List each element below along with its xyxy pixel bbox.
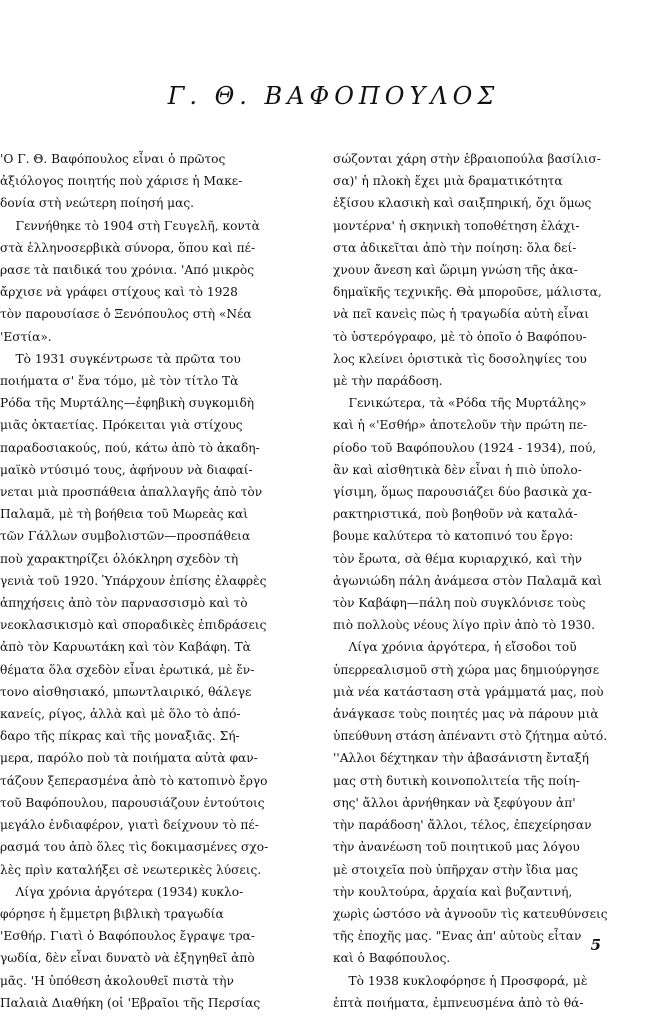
text-column-right: σώζονται χάρη στὴν ἑβραιοπούλα βασίλισ- σα)' ἡ πλοκὴ ἔχει μιὰ δραματικότητα ἐξίσου κλασικὴ καὶ σαιξπηρική, ὄχι ὅμως μοντέρνα' ἡ σκηνικὴ τοποθέτηση ἐλάχι- στα ἀδικεῖται ἀπὸ τὴν ποίηση: ὅλα δεί- χνουν ἄνεση καὶ ὥριμη γνώση τῆς ἀκα- δημαϊκῆς τεχνικῆς. Θὰ μποροῦσε, μάλιστα, νὰ πεῖ κανεὶς πὼς ἡ τραγωδία αὐτὴ εἶναι τὸ ὑστερόγραφο, μὲ τὸ ὁποῖο ὁ Βαφόπου- λος κλείνει ὁριστικὰ τὶς δοσοληψίες του μὲ τὴν παράδοση. Γενικώτερα, τὰ «Ρόδα τῆς Μυρτάλης» καὶ ἡ «'Εσθήρ» ἀποτελοῦν τὴν πρώτη πε- ρίοδο τοῦ Βαφόπουλου (1924 - 1934), πού, ἂν καὶ αἰσθητικὰ δὲν εἶναι ἡ πιὸ ὑπολο- γίσιμη, ὅμως παρουσιάζει δύο βασικὰ χα- ρακτηριστικά, ποὺ βοηθοῦν νὰ καταλά- βουμε καλύτερα τὸ κατοπινό του ἔργο: τὸν ἔρωτα, σὰ θέμα κυριαρχικό, καὶ τὴν ἀγωνιώδη πάλη ἀνάμεσα στὸν Παλαμᾶ καὶ τὸν Καβάφη—πάλη ποὺ συγκλόνισε τοὺς πιὸ πολλοὺς νέους λίγο πρὶν ἀπὸ τὸ 1930. Λίγα χρόνια ἀργότερα, ἡ εἴσοδοι τοῦ ὑπερρεαλισμοῦ στὴ χώρα μας δημιούργησε μιὰ νέα κατάσταση στὰ γράμματά μας, ποὺ ἀνάγκασε τοὺς ποιητές μας νὰ πάρουν μιὰ ὑπεύθυνη στάση ἀπέναντι στὸ ζήτημα αὐτό. ''Αλλοι δέχτηκαν τὴν ἀβασάνιστη ἔνταξή μας στὴ δυτικὴ κοινοπολιτεία τῆς ποίη- σης' ἄλλοι ἀρνήθηκαν νὰ ξεφύγουν ἀπ' τὴν παράδοση' ἄλλοι, τέλος, ἐπεχείρησαν τὴν ἀνανέωση τοῦ ποιητικοῦ μας λόγου μὲ στοιχεῖα ποὺ ὑπῆρχαν στὴν ἴδια μας τὴν κουλτούρα, ἀρχαία καὶ βυζαντινή, χωρὶς ὡστόσο νὰ ἀγνοοῦν τὶς κατευθύνσεις τῆς ἐποχῆς μας. "Ενας ἀπ' αὐτοὺς εἶταν καὶ ὁ Βαφόπουλος. Τὸ 1938 κυκλοφόρησε ἡ Προσφορά, μὲ ἑπτὰ ποιήματα, ἐμπνευσμένα ἀπὸ τὸ θά- [333, 152, 608, 1010]
page-number: 5 [590, 936, 601, 954]
page-title: Γ. Θ. ΒΑΦΟΠΟΥΛΟΣ [167, 82, 500, 110]
text-column-left: 'Ο Γ. Θ. Βαφόπουλος εἶναι ὁ πρῶτος ἀξιόλογος ποιητής ποὺ χάρισε ἡ Μακε- δονία στὴ νεώτερη ποίησή μας. Γεννήθηκε τὸ 1904 στὴ Γευγελῆ, κοντὰ στὰ ἑλληνοσερβικὰ σύνορα, ὅπου καὶ πέ- ρασε τὰ παιδικά του χρόνια. 'Από μικρὸς ἄρχισε νὰ γράφει στίχους καὶ τὸ 1928 τὸν παρουσίασε ὁ Ξενόπουλος στὴ «Νέα 'Εστία». Τὸ 1931 συγκέντρωσε τὰ πρῶτα του ποιήματα σ' ἕνα τόμο, μὲ τὸν τίτλο Τὰ Ρόδα τῆς Μυρτάλης—ἐφηβικὴ συγκομιδὴ μιᾶς ὀκταετίας. Πρόκειται γιὰ στίχους παραδοσιακούς, πού, κάτω ἀπὸ τὸ ἀκαδη- μαϊκὸ ντύσιμό τους, ἀφήνουν νὰ διαφαί- νεται μιὰ προσπάθεια ἀπαλλαγῆς ἀπὸ τὸν Παλαμᾶ, μὲ τὴ βοήθεια τοῦ Μωρεὰς καὶ τῶν Γάλλων συμβολιστῶν—προσπάθεια ποὺ χαρακτηρίζει ὁλόκληρη σχεδὸν τὴ γενιὰ τοῦ 1920. Ὑπάρχουν ἐπίσης ἐλαφρὲς ἀπηχήσεις ἀπὸ τὸν παρνασσισμὸ καὶ τὸ νεοκλασικισμὸ καὶ σποραδικὲς ἐπιδράσεις ἀπὸ τὸν Καρυωτάκη καὶ τὸν Καβάφη. Τὰ θέματα ὅλα σχεδὸν εἶναι ἐρωτικά, μὲ ἔν- τονο αἰσθησιακό, μπωντλαιρικό, θάλεγε κανείς, ρίγος, ἀλλὰ καὶ μὲ ὅλο τὸ ἀπό- δαρο τῆς πίκρας καὶ τῆς μοναξιᾶς. Σή- μερα, παρόλο ποὺ τὰ ποιήματα αὐτὰ φαν- τάζουν ξεπερασμένα ἀπὸ τὸ κατοπινὸ ἔργο τοῦ Βαφόπουλου, παρουσιάζουν ἐντούτοις μεγάλο ἐνδιαφέρον, γιατὶ δείχνουν τὸ πέ- ρασμά του ἀπὸ ὅλες τὶς δοκιμασμένες σχο- λὲς πρὶν καταλήξει σὲ νεωτερικὲς λύσεις. Λίγα χρόνια ἀργότερα (1934) κυκλο- φόρησε ἡ ἔμμετρη βιβλικὴ τραγωδία 'Εσθήρ. Γιατὶ ὁ Βαφόπουλος ἔγραψε τρα- γωδία, δὲν εἶναι δυνατὸ νὰ ἐξηγηθεῖ ἀπὸ μᾶς. 'Η ὑπόθεση ἀκολουθεῖ πιστὰ τὴν Παλαιὰ Διαθήκη (οἱ 'Εβραῖοι τῆς Περσίας [0, 152, 269, 1010]
